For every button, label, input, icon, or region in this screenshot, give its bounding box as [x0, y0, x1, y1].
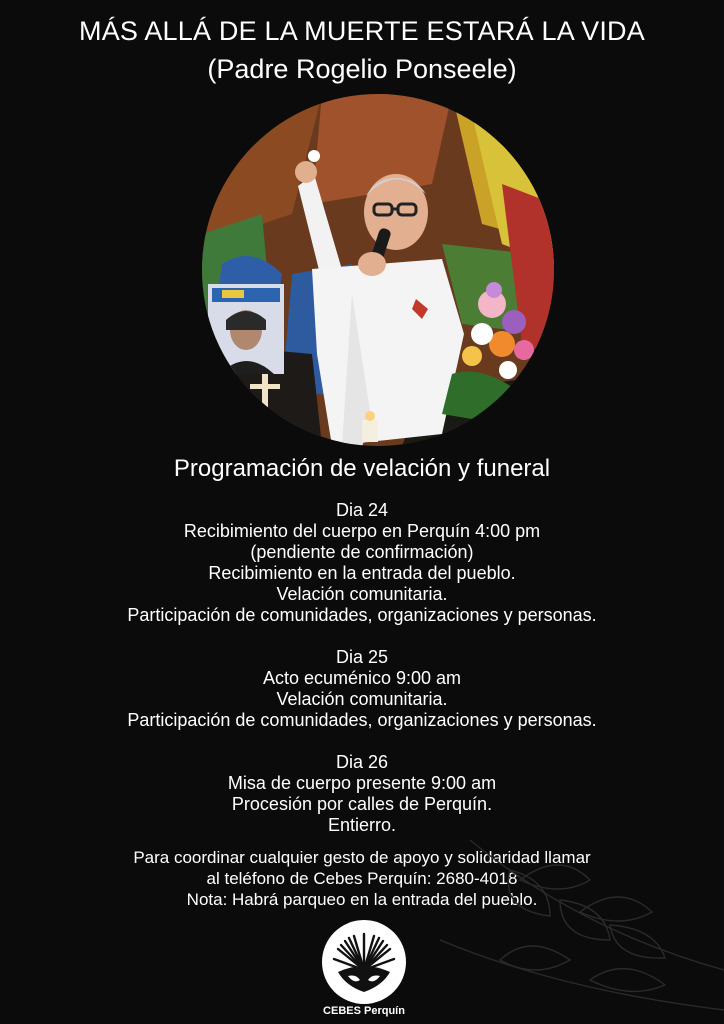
cebes-sun-icon	[322, 920, 406, 1004]
priest-photo-illustration	[202, 94, 554, 446]
schedule-line: Velación comunitaria.	[276, 689, 448, 709]
contact-phone-line: al teléfono de Cebes Perquín: 2680-4018	[206, 869, 518, 888]
decorative-leaf-icon	[440, 820, 724, 1024]
schedule-heading: Programación de velación y funeral	[173, 455, 551, 482]
cebes-logo	[322, 920, 406, 1004]
schedule-line: Recibimiento en la entrada del pueblo.	[208, 563, 516, 583]
day-label: Dia 24	[335, 500, 389, 520]
schedule-line: (pendiente de confirmación)	[250, 542, 474, 562]
day-24-block	[0, 500, 724, 626]
day-label: Dia 25	[335, 647, 389, 667]
schedule-line: Acto ecuménico 9:00 am	[262, 668, 462, 688]
schedule	[0, 500, 724, 857]
schedule-line: Procesión por calles de Perquín.	[231, 794, 493, 814]
schedule-line: Misa de cuerpo presente 9:00 am	[227, 773, 497, 793]
day-label: Dia 26	[335, 752, 389, 772]
schedule-line: Velación comunitaria.	[276, 584, 448, 604]
schedule-line: Participación de comunidades, organizaciones y personas.	[127, 710, 597, 730]
cebes-logo-label: CEBES Perquín	[323, 1005, 405, 1017]
poster-subtitle: (Padre Rogelio Ponseele)	[207, 54, 517, 84]
schedule-line: Entierro.	[327, 815, 397, 835]
parking-note: Nota: Habrá parqueo en la entrada del pueblo.	[186, 890, 538, 909]
schedule-line: Participación de comunidades, organizaciones y personas.	[127, 605, 597, 625]
contact-line: Para coordinar cualquier gesto de apoyo y solidaridad llamar	[133, 848, 591, 867]
day-25-block	[0, 647, 724, 731]
schedule-line: Recibimiento del cuerpo en Perquín 4:00 pm	[183, 521, 541, 541]
priest-photo	[202, 94, 554, 446]
poster-title: MÁS ALLÁ DE LA MUERTE ESTARÁ LA VIDA	[79, 16, 645, 46]
